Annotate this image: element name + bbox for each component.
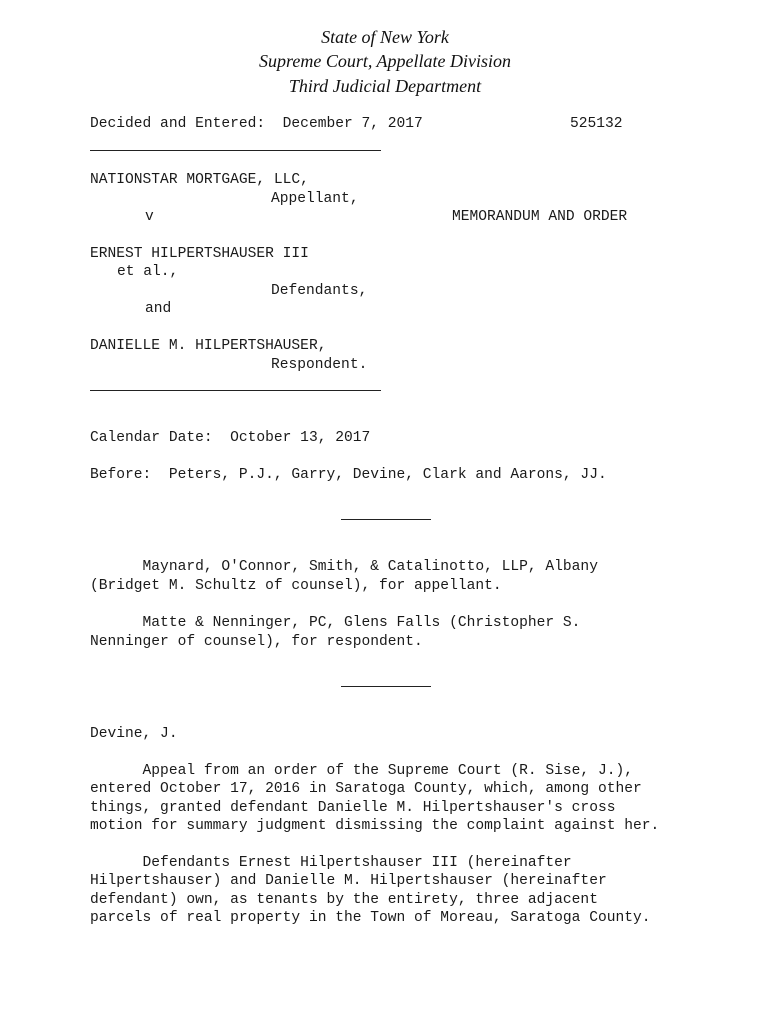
plaintiff-name: NATIONSTAR MORTGAGE, LLC, bbox=[90, 172, 309, 188]
respondent-role: Respondent. bbox=[271, 357, 368, 373]
paragraph-line: Hilpertshauser) and Danielle M. Hilpertshauser (hereinafter bbox=[90, 873, 607, 889]
court-department: Third Judicial Department bbox=[288, 76, 482, 96]
docket-number: 525132 bbox=[570, 116, 623, 132]
defendant-name: ERNEST HILPERTSHAUSER III bbox=[90, 246, 309, 262]
paragraph-line: things, granted defendant Danielle M. Hilpertshauser's cross bbox=[90, 800, 616, 816]
versus: v bbox=[145, 209, 154, 225]
court-state: State of New York bbox=[321, 27, 449, 47]
opinion-author: Devine, J. bbox=[90, 726, 178, 742]
section-rule bbox=[341, 686, 431, 687]
calendar-date: Calendar Date: October 13, 2017 bbox=[90, 430, 371, 446]
respondent-name: DANIELLE M. HILPERTSHAUSER, bbox=[90, 338, 327, 354]
respondent-counsel-line: Matte & Nenninger, PC, Glens Falls (Christopher S. bbox=[90, 615, 581, 631]
respondent-counsel-line: Nenninger of counsel), for respondent. bbox=[90, 634, 423, 650]
caption-and: and bbox=[145, 301, 172, 317]
section-rule bbox=[341, 519, 431, 520]
document-type: MEMORANDUM AND ORDER bbox=[452, 209, 628, 225]
paragraph-line: Appeal from an order of the Supreme Court (R. Sise, J.), bbox=[90, 763, 633, 779]
plaintiff-role: Appellant, bbox=[271, 191, 359, 207]
appellant-counsel-line: Maynard, O'Connor, Smith, & Catalinotto, LLP, Albany bbox=[90, 559, 598, 575]
caption-rule-top bbox=[90, 150, 381, 151]
court-name: Supreme Court, Appellate Division bbox=[259, 51, 511, 71]
paragraph-line: parcels of real property in the Town of Moreau, Saratoga County. bbox=[90, 910, 651, 926]
paragraph-line: motion for summary judgment dismissing the complaint against her. bbox=[90, 818, 660, 834]
caption-rule-bottom bbox=[90, 390, 381, 391]
paragraph-line: defendant) own, as tenants by the entirety, three adjacent bbox=[90, 892, 598, 908]
decided-date: Decided and Entered: December 7, 2017 bbox=[90, 116, 423, 132]
appellant-counsel-line: (Bridget M. Schultz of counsel), for appellant. bbox=[90, 578, 502, 594]
paragraph-line: Defendants Ernest Hilpertshauser III (hereinafter bbox=[90, 855, 572, 871]
panel-before: Before: Peters, P.J., Garry, Devine, Clark and Aarons, JJ. bbox=[90, 467, 607, 483]
paragraph-line: entered October 17, 2016 in Saratoga County, which, among other bbox=[90, 781, 642, 797]
defendant-etal: et al., bbox=[117, 264, 179, 280]
defendants-role: Defendants, bbox=[271, 283, 368, 299]
